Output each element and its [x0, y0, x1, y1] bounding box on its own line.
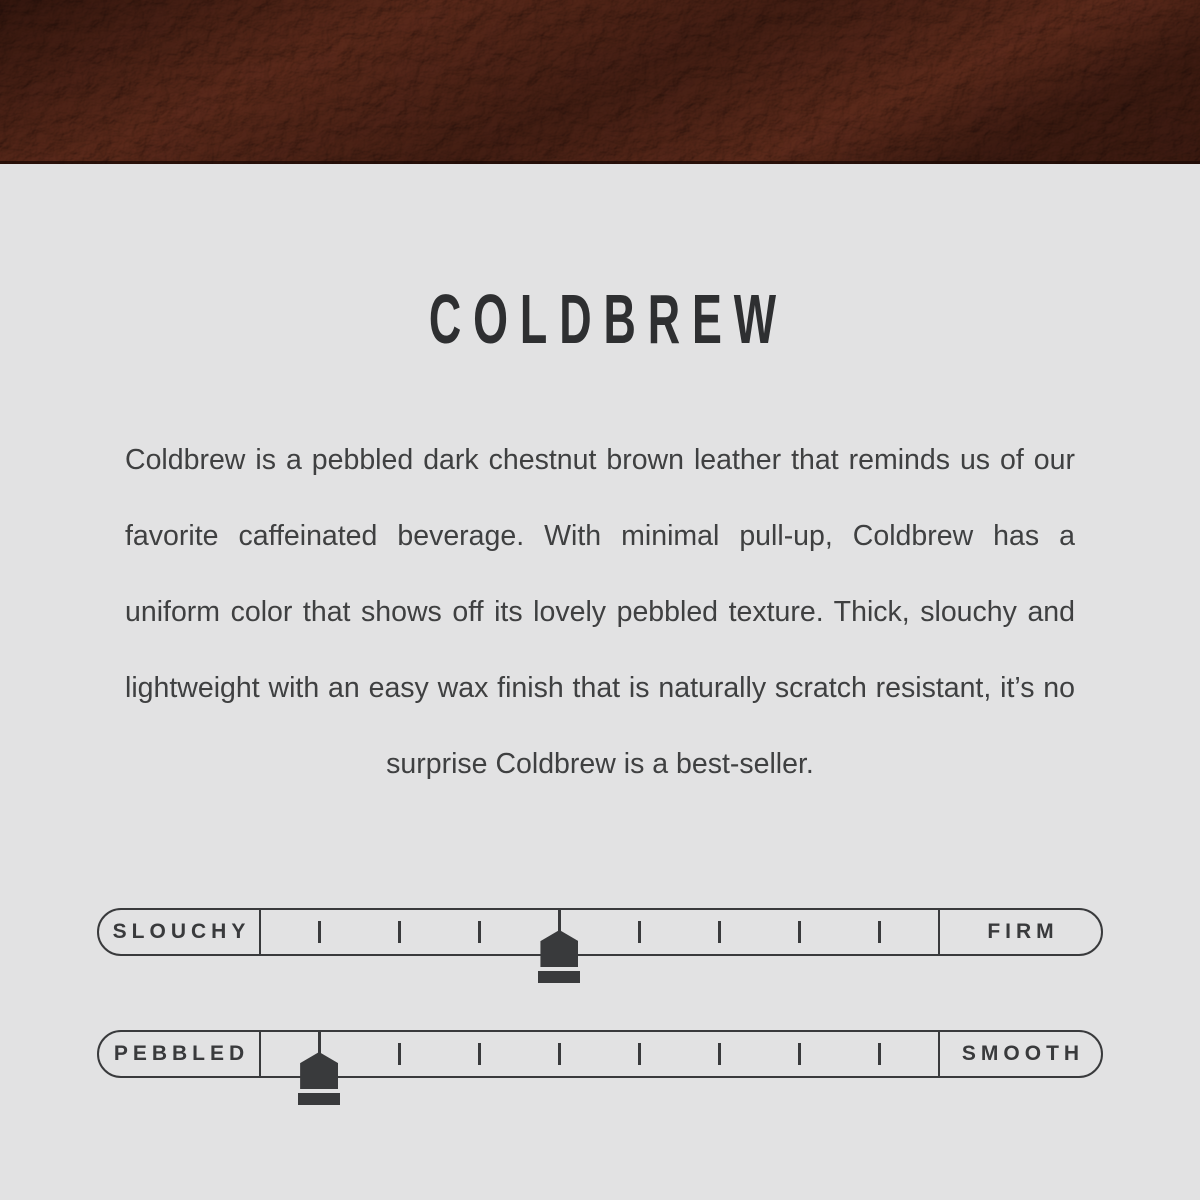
texture-slider-marker: [297, 1032, 341, 1076]
texture-slider-right-label: [938, 1032, 1101, 1076]
tick-mark: [638, 921, 641, 943]
tick-mark: [398, 921, 401, 943]
firmness-slider-tick: [778, 910, 822, 954]
tick-mark: [478, 1043, 481, 1065]
marker-base-bar: [538, 971, 580, 983]
texture-slider-tick: [537, 1032, 581, 1076]
page-title-text: COLDBREW: [429, 280, 788, 358]
firmness-slider-track: [261, 910, 938, 954]
marker-pointer-icon: [300, 1052, 338, 1089]
texture-slider: [97, 1030, 1103, 1078]
tick-mark: [558, 1043, 561, 1065]
leather-texture-svg: [0, 0, 1200, 164]
tick-mark: [318, 921, 321, 943]
firmness-slider-marker: [537, 910, 581, 954]
texture-slider-tick: [778, 1032, 822, 1076]
tick-mark: [718, 921, 721, 943]
texture-slider-tick: [858, 1032, 902, 1076]
texture-slider-tick: [618, 1032, 662, 1076]
texture-left-label-text: PEBBLED: [113, 1042, 250, 1065]
tick-mark: [878, 921, 881, 943]
tick-mark: [398, 1043, 401, 1065]
firmness-slider-left-label: [99, 910, 261, 954]
firmness-slider-tick: [377, 910, 421, 954]
firmness-slider-tick: [457, 910, 501, 954]
firmness-slider-tick: [297, 910, 341, 954]
marker-stem: [318, 1032, 321, 1054]
texture-slider-left-label: [99, 1032, 261, 1076]
leather-description: Coldbrew is a pebbled dark chestnut brown leather that reminds us of our favorite caffeinated beverage. With minimal pull-up, Coldbrew has a uniform color that shows off its lovely pebbled texture. Thick, slouchy and lightweight with an easy wax finish that is naturally scratch resistant, it’s no surprise Coldbrew is a best-seller.: [125, 444, 1075, 780]
firmness-slider-tick: [618, 910, 662, 954]
tick-mark: [798, 1043, 801, 1065]
texture-slider-tick: [457, 1032, 501, 1076]
page-title: [0, 280, 1200, 358]
firmness-slider: [97, 908, 1103, 956]
tick-mark: [878, 1043, 881, 1065]
marker-base-bar: [298, 1093, 340, 1105]
firmness-slider-tick: [698, 910, 742, 954]
texture-slider-tick: [377, 1032, 421, 1076]
marker-pointer-icon: [540, 930, 578, 967]
tick-mark: [478, 921, 481, 943]
texture-slider-tick: [698, 1032, 742, 1076]
texture-slider-track: [261, 1032, 938, 1076]
leather-texture-image: [0, 0, 1200, 164]
firmness-slider-right-label: [938, 910, 1101, 954]
marker-stem: [558, 910, 561, 932]
firmness-slider-tick: [858, 910, 902, 954]
firmness-right-label-text: FIRM: [987, 920, 1059, 943]
tick-mark: [798, 921, 801, 943]
firmness-left-label-text: SLOUCHY: [112, 920, 251, 943]
tick-mark: [638, 1043, 641, 1065]
tick-mark: [718, 1043, 721, 1065]
texture-right-label-text: SMOOTH: [961, 1042, 1085, 1065]
